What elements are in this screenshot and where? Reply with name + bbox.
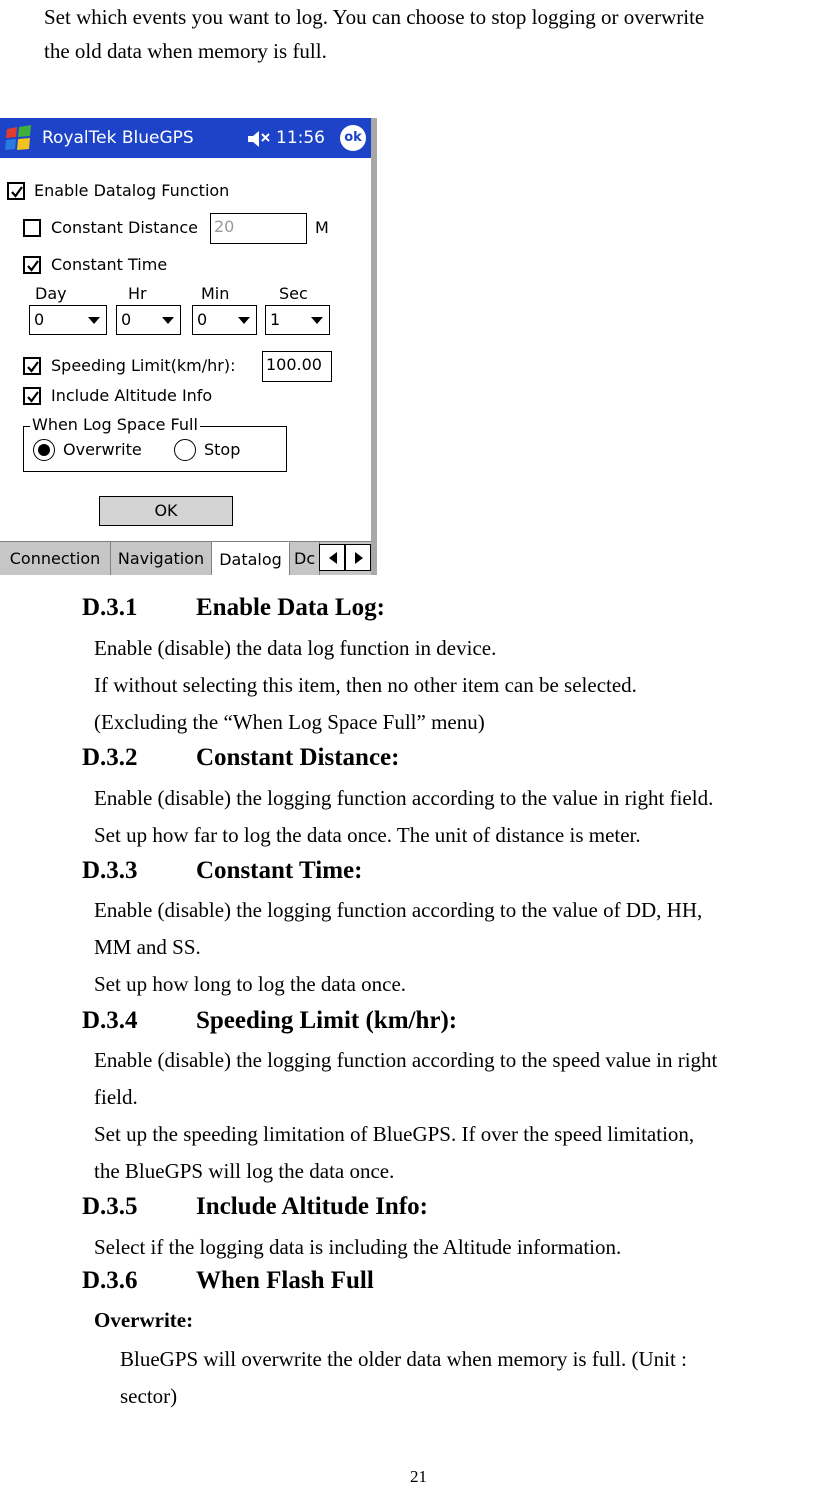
constant-time-label: Constant Time (51, 255, 168, 274)
ok-button[interactable]: OK (99, 496, 233, 526)
section-d35-line: Select if the logging data is including the Altitude information. (94, 1235, 622, 1259)
tab-connection[interactable]: Connection (0, 542, 111, 575)
sec-value: 1 (270, 310, 281, 329)
log-full-legend: When Log Space Full (32, 415, 198, 434)
min-label: Min (201, 284, 230, 303)
section-d34-line: the BlueGPS will log the data once. (94, 1159, 395, 1183)
section-d36-line: sector) (120, 1384, 178, 1408)
intro-line-1: Set which events you want to log. You can choose to stop logging or overwrite (44, 5, 705, 29)
day-value: 0 (34, 310, 45, 329)
hr-dropdown[interactable] (116, 305, 181, 335)
section-d31-line: Enable (disable) the data log function in device. (94, 636, 497, 660)
include-altitude-label: Include Altitude Info (51, 386, 213, 405)
section-d31-line: (Excluding the “When Log Space Full” menu) (94, 710, 485, 734)
min-value: 0 (197, 310, 208, 329)
chevron-down-icon (162, 317, 174, 324)
section-d34-line: field. (94, 1085, 138, 1109)
chevron-right-icon (353, 551, 365, 565)
constant-time-checkbox[interactable] (23, 256, 41, 274)
speeding-limit-label: Speeding Limit(km/hr): (51, 356, 236, 375)
constant-distance-label: Constant Distance (51, 218, 198, 237)
ok-badge-button[interactable]: ok (340, 125, 366, 151)
speaker-icon[interactable] (246, 128, 272, 150)
section-title: Include Altitude Info: (196, 1193, 428, 1220)
section-title: Constant Time: (196, 857, 363, 884)
speeding-limit-checkbox[interactable] (23, 357, 41, 375)
section-d32-line: Set up how far to log the data once. The unit of distance is meter. (94, 823, 641, 847)
day-dropdown[interactable] (29, 305, 107, 335)
chevron-left-icon (327, 551, 339, 565)
sec-dropdown[interactable] (265, 305, 330, 335)
section-d33-line: Set up how long to log the data once. (94, 972, 407, 996)
overwrite-subheading: Overwrite: (94, 1308, 194, 1332)
section-number: D.3.5 (82, 1193, 138, 1220)
enable-datalog-checkbox[interactable] (7, 182, 25, 200)
section-number: D.3.2 (82, 744, 138, 771)
hr-label: Hr (128, 284, 147, 303)
section-number: D.3.4 (82, 1007, 138, 1034)
tab-partial[interactable]: Dc (290, 542, 320, 575)
stop-radio[interactable] (174, 439, 196, 461)
section-title: When Flash Full (196, 1267, 374, 1294)
sec-label: Sec (279, 284, 308, 303)
section-d33-line: MM and SS. (94, 935, 201, 959)
chevron-down-icon (311, 317, 323, 324)
constant-distance-checkbox[interactable] (23, 219, 41, 237)
section-d36-line: BlueGPS will overwrite the older data when memory is full. (Unit : (120, 1347, 687, 1371)
section-number: D.3.1 (82, 594, 138, 621)
section-number: D.3.6 (82, 1267, 138, 1294)
enable-datalog-label: Enable Datalog Function (34, 181, 230, 200)
section-d31-line: If without selecting this item, then no other item can be selected. (94, 673, 637, 697)
section-d34-line: Set up the speeding limitation of BlueGPS. If over the speed limitation, (94, 1122, 695, 1146)
section-d34-line: Enable (disable) the logging function according to the speed value in right (94, 1048, 718, 1072)
clock[interactable]: 11:56 (276, 128, 325, 148)
intro-paragraph (44, 0, 836, 68)
constant-distance-input[interactable]: 20 (210, 213, 307, 244)
speeding-limit-input[interactable]: 100.00 (262, 351, 332, 382)
min-dropdown[interactable] (192, 305, 257, 335)
intro-line-2: the old data when memory is full. (44, 39, 327, 63)
section-d33-line: Enable (disable) the logging function according to the value of DD, HH, (94, 898, 703, 922)
windows-start-icon[interactable] (3, 123, 35, 153)
pda-screenshot (0, 118, 377, 575)
tab-navigation[interactable]: Navigation (111, 542, 212, 575)
include-altitude-checkbox[interactable] (23, 387, 41, 405)
tab-datalog[interactable]: Datalog (212, 542, 290, 575)
distance-unit: M (315, 218, 329, 237)
chevron-down-icon (238, 317, 250, 324)
day-label: Day (35, 284, 67, 303)
section-title: Constant Distance: (196, 744, 400, 771)
radio-selected-dot (38, 444, 50, 456)
tab-scroll-right-button[interactable] (345, 544, 371, 571)
tab-scroll-left-button[interactable] (319, 544, 345, 571)
section-title: Speeding Limit (km/hr): (196, 1007, 458, 1034)
window-edge (371, 118, 377, 575)
chevron-down-icon (88, 317, 100, 324)
section-title: Enable Data Log: (196, 594, 385, 621)
page-number: 21 (410, 1467, 427, 1486)
overwrite-radio[interactable] (33, 439, 55, 461)
section-d32-line: Enable (disable) the logging function according to the value in right field. (94, 786, 714, 810)
hr-value: 0 (121, 310, 132, 329)
section-number: D.3.3 (82, 857, 138, 884)
stop-label: Stop (204, 440, 241, 459)
app-title: RoyalTek BlueGPS (42, 128, 194, 148)
overwrite-label: Overwrite (63, 440, 142, 459)
